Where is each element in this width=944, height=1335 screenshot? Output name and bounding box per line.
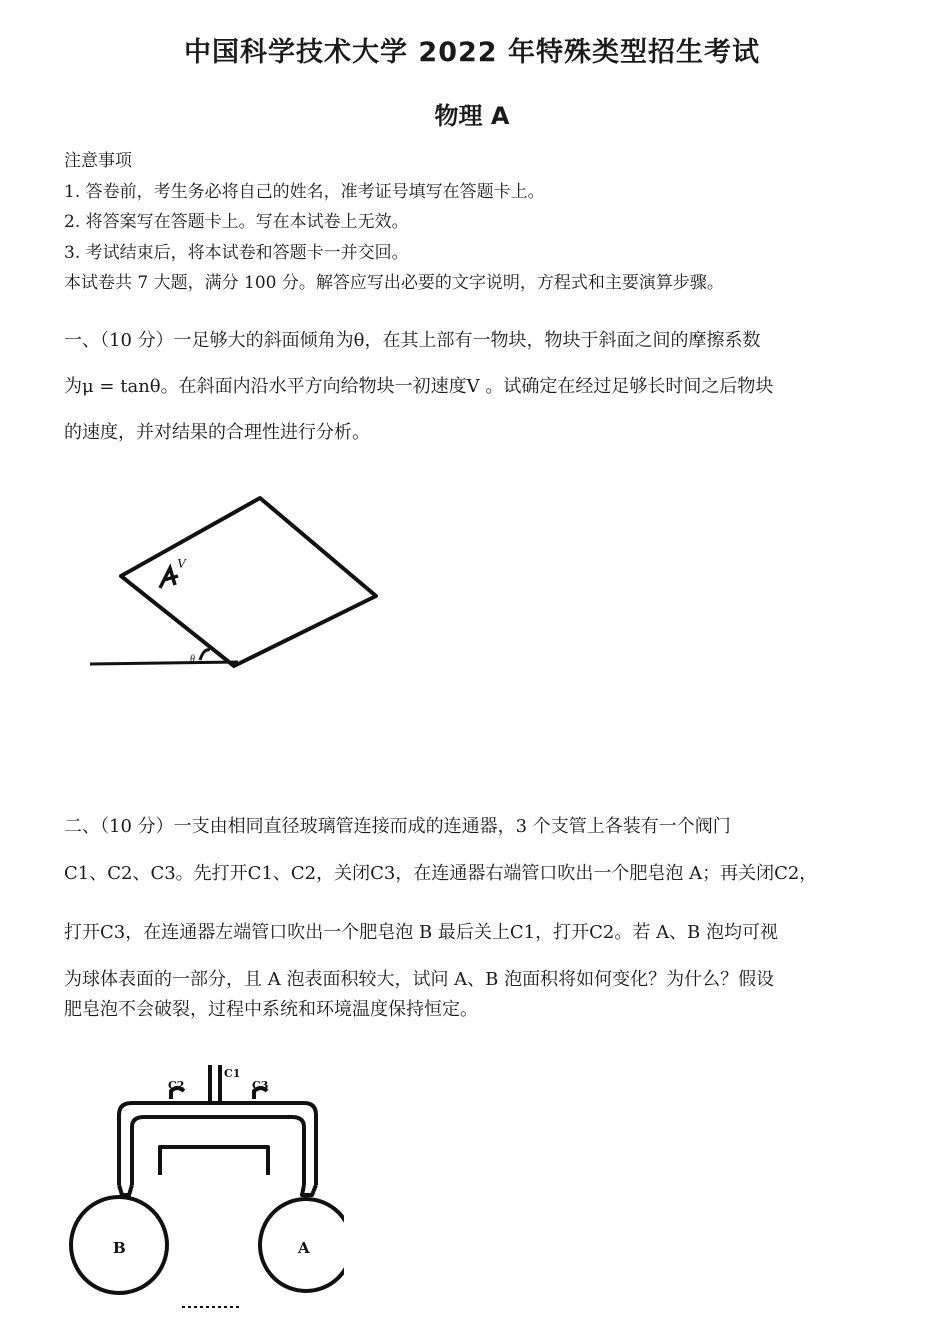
question-2-line: C1、C2、C3。先打开C1、C2，关闭C3，在连通器右端管口吹出一个肥皂泡 A；再关闭C2， bbox=[64, 863, 818, 884]
question-1-line: 为μ = tanθ。在斜面内沿水平方向给物块一初速度V 。试确定在经过足够长时间之后物块 bbox=[64, 376, 774, 397]
question-2-line: 打开C3，在连通器左端管口吹出一个肥皂泡 B 最后关上C1，打开C2。若 A、B 泡均可视 bbox=[64, 922, 779, 943]
notice-section bbox=[64, 146, 894, 299]
center-bracket bbox=[160, 1147, 268, 1175]
angle-label: θ bbox=[190, 654, 195, 665]
bubble-b-neck bbox=[119, 1185, 132, 1195]
question-1-line: 一、（10 分）一足够大的斜面倾角为θ，在其上部有一物块，物块于斜面之间的摩擦系数 bbox=[64, 330, 761, 351]
valve-c2-label: C2 bbox=[168, 1079, 185, 1092]
question-2 bbox=[64, 803, 884, 1026]
incline-figure bbox=[80, 490, 400, 680]
ground-line bbox=[90, 662, 238, 664]
notice-item: 2. 将答案写在答题卡上。写在本试卷上无效。 bbox=[64, 212, 409, 232]
question-2-line: 肥皂泡不会破裂，过程中系统和环境温度保持恒定。 bbox=[64, 999, 478, 1020]
valve-c1-label: C1 bbox=[224, 1067, 241, 1080]
notice-item: 3. 考试结束后，将本试卷和答题卡一并交回。 bbox=[64, 242, 409, 263]
incline-plane bbox=[121, 498, 376, 666]
bubble-b-label: B bbox=[113, 1239, 126, 1257]
exam-title: 中国科学技术大学 2022 年特殊类型招生考试 bbox=[184, 37, 760, 68]
question-1 bbox=[64, 318, 884, 456]
notice-heading: 注意事项 bbox=[64, 151, 132, 171]
question-2-line: 二、（10 分）一支由相同直径玻璃管连接而成的连通器，3 个支管上各装有一个阀门 bbox=[64, 816, 731, 837]
valve-c3-label: C3 bbox=[252, 1079, 269, 1092]
connector-figure bbox=[64, 1055, 344, 1315]
velocity-label: V bbox=[177, 557, 186, 572]
question-1-line: 的速度，并对结果的合理性进行分析。 bbox=[64, 422, 370, 443]
valve-c1-stem bbox=[210, 1065, 220, 1103]
bubble-a-neck bbox=[302, 1185, 316, 1195]
tube-inner bbox=[132, 1117, 304, 1185]
question-2-line: 为球体表面的一部分，且 A 泡表面积较大，试问 A、B 泡面积将如何变化？为什么？假设 bbox=[64, 969, 775, 990]
notice-summary: 本试卷共 7 大题，满分 100 分。解答应写出必要的文字说明，方程式和主要演算步骤。 bbox=[64, 273, 724, 293]
notice-item: 1. 答卷前，考生务必将自己的姓名，准考证号填写在答题卡上。 bbox=[64, 181, 545, 202]
bubble-a-label: A bbox=[298, 1239, 310, 1257]
angle-arc-icon bbox=[200, 650, 210, 660]
exam-subject: 物理 A bbox=[434, 102, 510, 130]
velocity-arrow-icon bbox=[160, 568, 178, 588]
